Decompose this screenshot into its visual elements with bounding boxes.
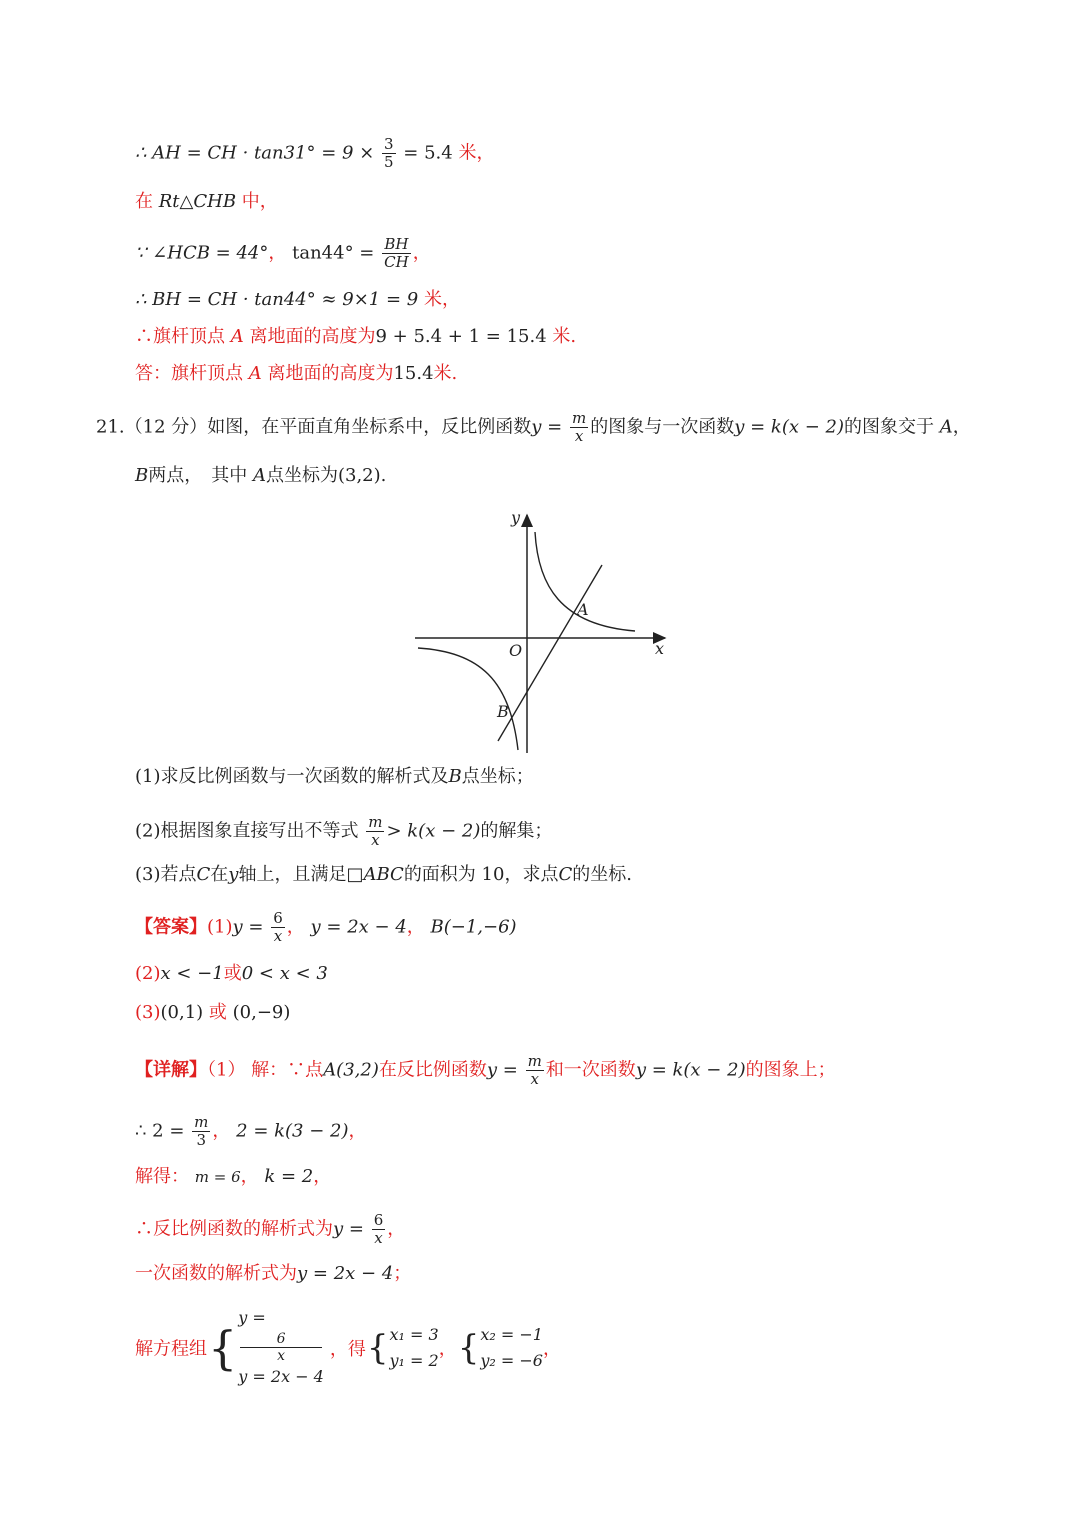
left-brace: {: [208, 1320, 238, 1375]
detail-line-2: ∴ 2 = $\frac{m}{3}$ ， 2 = k(3 − 2)，: [135, 1113, 367, 1149]
detail-tag: 【详解】: [135, 1059, 207, 1081]
math-text: = 5.4: [403, 142, 453, 164]
detail-line-3: 解得： m = 6， k = 2，: [135, 1166, 332, 1187]
math-text: ∴ AH = CH · tan31° = 9 ×: [135, 142, 375, 164]
point-b-label: B: [497, 702, 509, 721]
fraction: $\frac{6}{x}$: [373, 1211, 384, 1247]
detail-line-1: 【详解】（1） 解：∵点A(3,2)在反比例函数y = $\frac{m}{x}$ 和一次函数y = k(x − 2)的图象上；: [135, 1052, 836, 1088]
fraction: $\frac{m}{x}$: [527, 1052, 542, 1088]
left-brace: {: [457, 1327, 480, 1368]
equation-system: y = 6 x y = 2x − 4: [238, 1308, 324, 1386]
solution-line-1: [135, 136, 494, 171]
detail-line-5: 一次函数的解析式为y = 2x − 4；: [135, 1263, 412, 1284]
answer-tag: 【答案】: [135, 916, 207, 938]
solution-line-4: ∴ BH = CH · tan44° ≈ 9×1 = 9 米，: [135, 289, 460, 310]
question-21-stem-line2: B两点， 其中 A点坐标为(3,2).: [135, 465, 387, 486]
sub-question-3: (3)若点C在y轴上，且满足□ABC的面积为 10，求点C的坐标.: [135, 864, 632, 885]
x-axis-label: x: [655, 639, 665, 658]
fraction: $\frac{BH}{CH}$: [384, 235, 409, 271]
detail-line-6: 解方程组{ y = 6 x y = 2x − 4 ，得{ x₁ = 3 y₁ = 2 ，{ x₂ = −1 y₂ = −6 ，: [135, 1305, 561, 1390]
detail-line-4: ∴反比例函数的解析式为y = $\frac{6}{x}$ ，: [135, 1211, 406, 1247]
fraction: $\frac{m}{x}$: [368, 813, 383, 849]
fraction: $\frac{m}{3}$: [194, 1113, 209, 1149]
coordinate-graph: [410, 505, 675, 760]
y-axis-label: y: [511, 508, 521, 527]
point-a-label: A: [577, 600, 589, 619]
fraction: $\frac{6}{x}$: [273, 909, 283, 945]
answer-line-2: (2)x < −1或0 < x < 3: [135, 963, 328, 984]
math-text: Rt△CHB: [158, 191, 237, 212]
sub-question-2: (2)根据图象直接写出不等式 $\frac{m}{x}$ > k(x − 2)的解集；: [135, 813, 553, 849]
answer-line-3: (3)(0,1) 或 (0,−9): [135, 1002, 291, 1023]
unit-text: 米，: [458, 142, 495, 164]
solution-system-2: x₂ = −1 y₂ = −6: [480, 1324, 543, 1370]
answer-line-1: 【答案】(1)y = $\frac{6}{x}$ ， y = 2x − 4， B(−1,−6): [135, 909, 517, 945]
solution-line-3: ∵ ∠HCB = 44°， tan44° = $\frac{BH}{CH}$ ，: [135, 235, 431, 271]
sub-question-1: (1)求反比例函数与一次函数的解析式及B点坐标；: [135, 766, 534, 787]
solution-line-6: 答：旗杆顶点 A 离地面的高度为15.4米.: [135, 363, 458, 384]
left-brace: {: [366, 1327, 389, 1368]
hyperbola-branch-3: [418, 648, 518, 750]
origin-label: O: [509, 641, 523, 660]
solution-line-5: ∴旗杆顶点 A 离地面的高度为9 + 5.4 + 1 = 15.4 米.: [135, 326, 577, 347]
question-21-stem: 21.（12 分）如图，在平面直角坐标系中，反比例函数y = $\frac{m}{x}$ 的图象与一次函数y = k(x − 2)的图象交于 A，: [96, 409, 971, 445]
question-number: 21.: [96, 416, 125, 438]
solution-line-2: 在 Rt△CHB 中，: [135, 191, 278, 212]
fraction: $\frac{3}{5}$: [384, 135, 394, 171]
solution-system-1: x₁ = 3 y₁ = 2: [389, 1324, 439, 1370]
fraction: $\frac{m}{x}$: [571, 409, 587, 445]
